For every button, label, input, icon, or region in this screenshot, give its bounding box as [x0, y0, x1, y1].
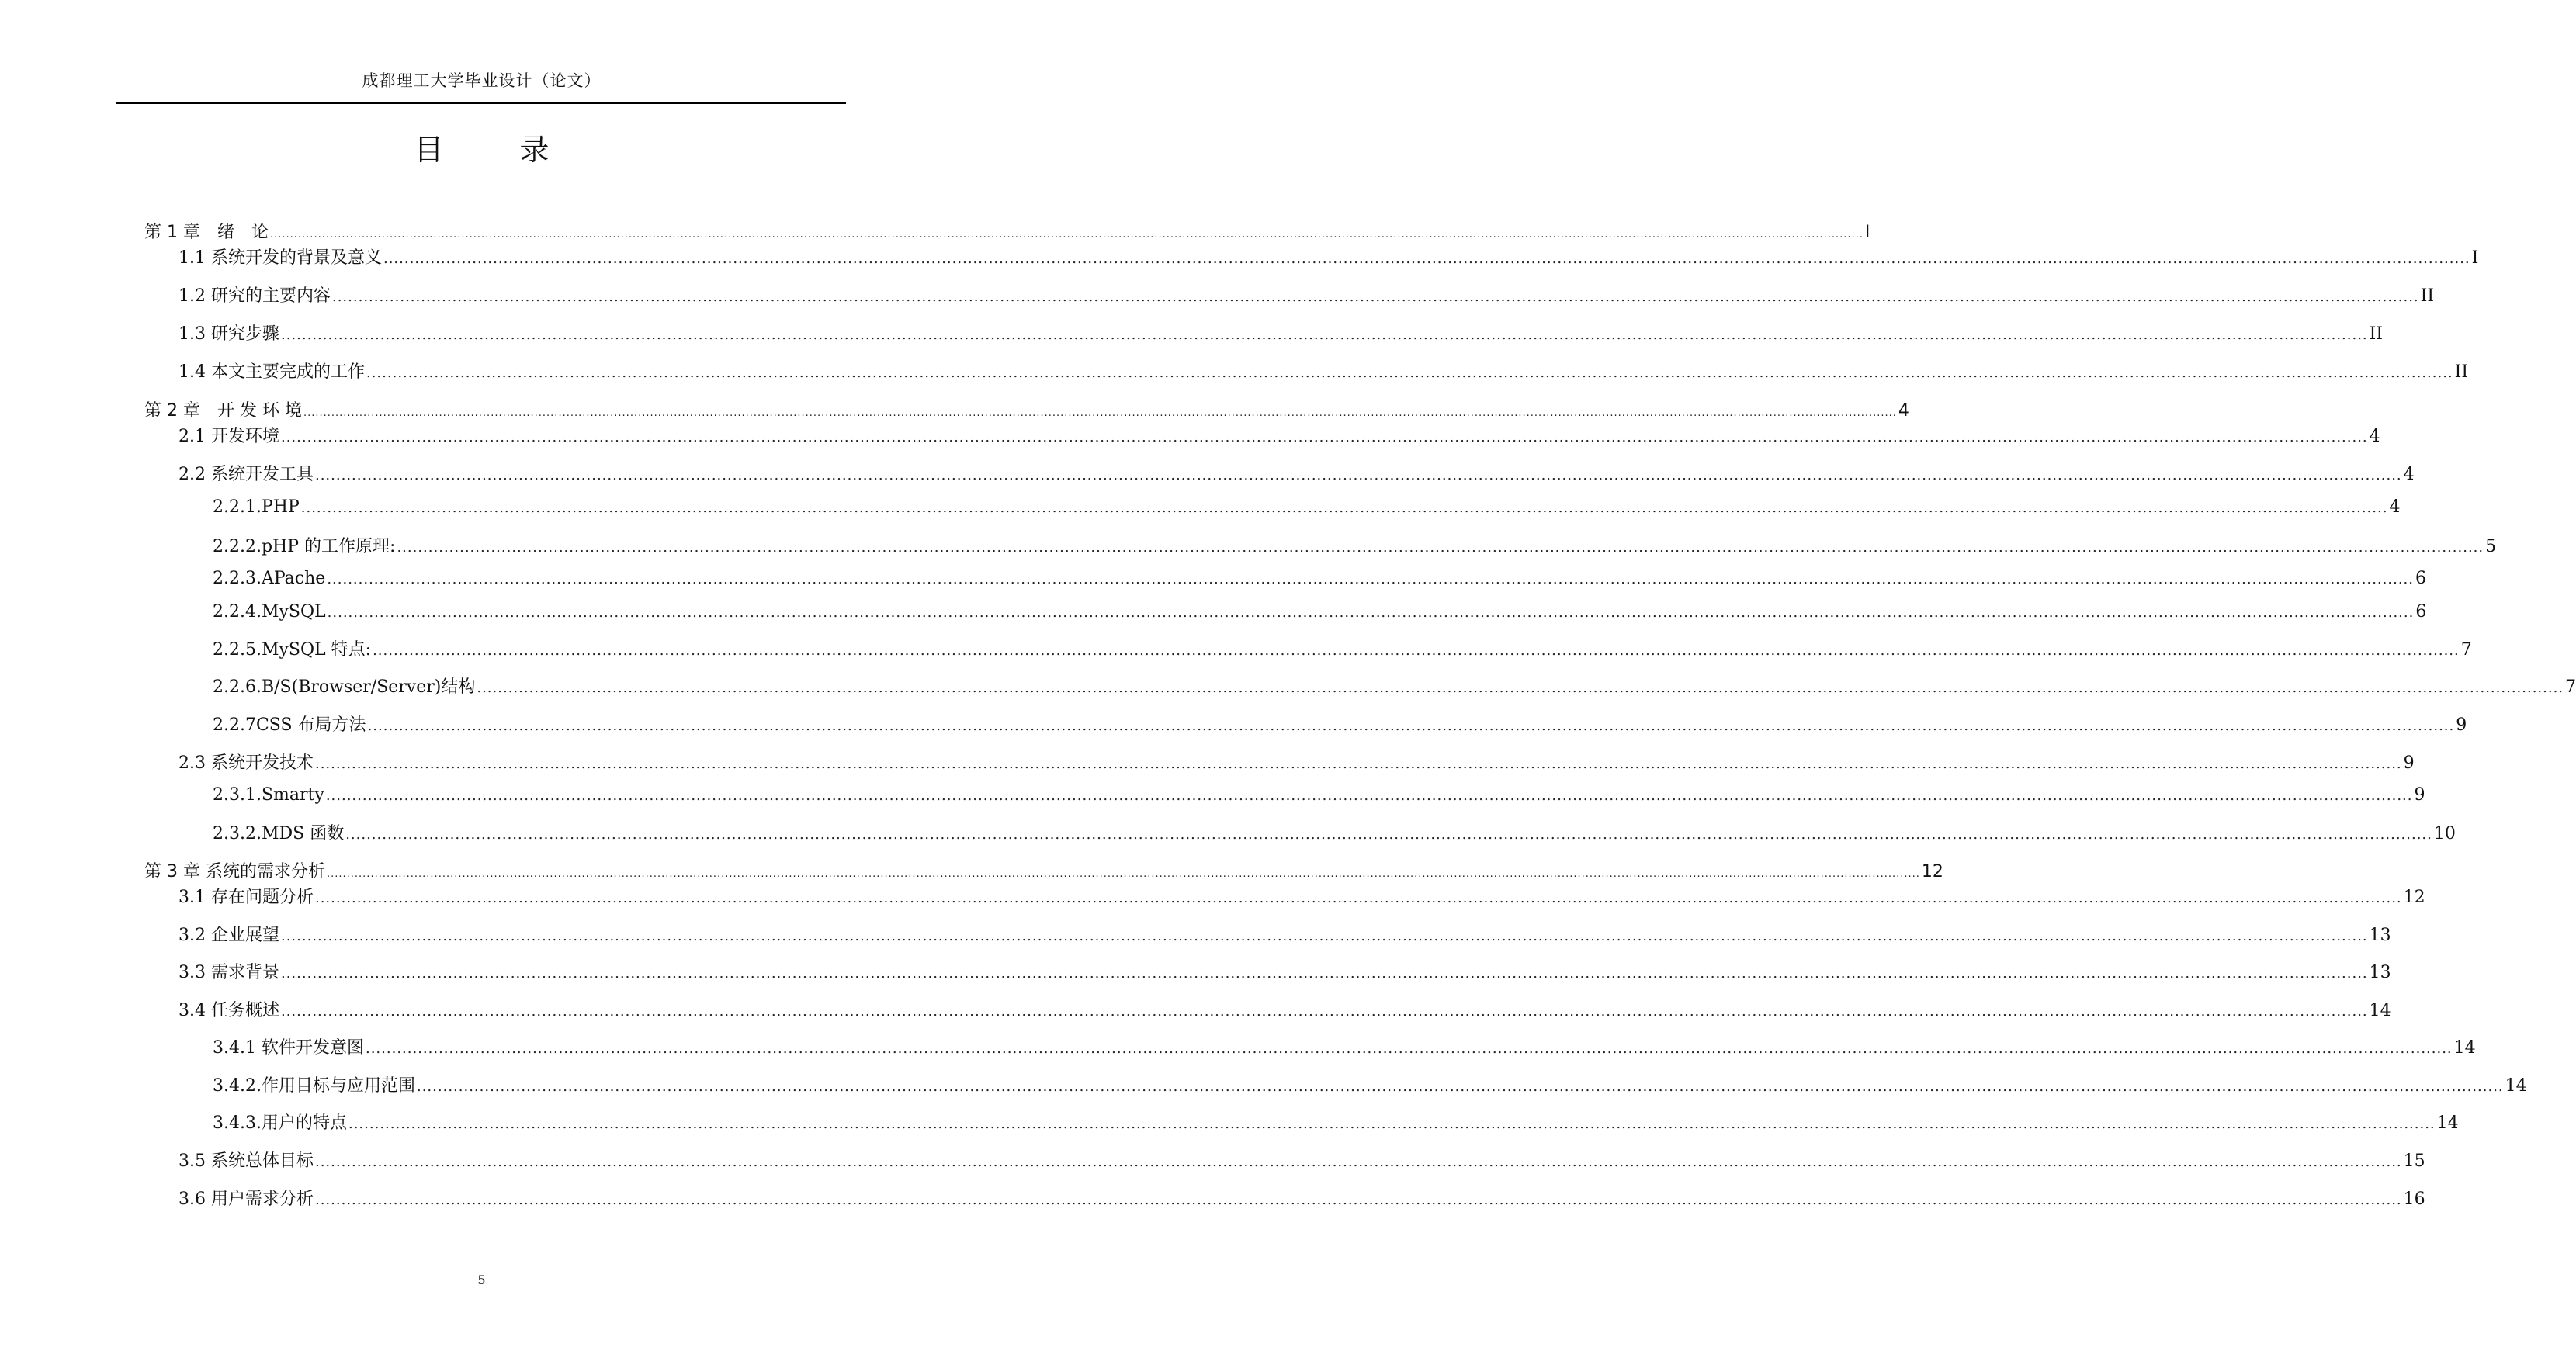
toc-entry-page: 14	[2453, 1038, 2476, 1058]
toc-section-entry[interactable]	[179, 1148, 2425, 1172]
toc-leader-dots: ................................................................................................................................................................................................................................................................................................................................................................................................................	[383, 251, 2470, 267]
toc-entry-label: 3.4.3.用户的特点	[213, 1113, 347, 1133]
toc-chapter-entry[interactable]	[144, 219, 1870, 243]
toc-entry-label: 2.2.5.MySQL 特点:	[213, 640, 372, 660]
toc-section-entry[interactable]	[179, 423, 2380, 447]
toc-entry-label: 2.2.7CSS 布局方法	[213, 715, 366, 735]
toc-entry-label: 3.4.2.作用目标与应用范围	[213, 1076, 415, 1096]
toc-leader-dots: ................................................................................................................................................................................................................................................................................................................................................................................................................	[314, 467, 2402, 483]
toc-entry-label: 2.2.3.APache	[213, 569, 326, 588]
toc-entry-page: II	[2454, 362, 2469, 382]
toc-entry-label: 2.2 系统开发工具	[179, 465, 314, 484]
toc-section-entry[interactable]	[213, 712, 2467, 736]
toc-entry-label: 1.3 研究步骤	[179, 324, 279, 344]
toc-leader-dots: ................................................................................................................................................................................................................................................................................................................................................................................................................	[269, 229, 1864, 241]
toc-entry-label: 2.1 开发环境	[179, 427, 279, 446]
toc-entry-label: 1.4 本文主要完成的工作	[179, 362, 365, 382]
toc-leader-dots: ................................................................................................................................................................................................................................................................................................................................................................................................................	[314, 1154, 2402, 1170]
toc-leader-dots: ................................................................................................................................................................................................................................................................................................................................................................................................................	[327, 604, 2415, 621]
toc-leader-dots: ................................................................................................................................................................................................................................................................................................................................................................................................................	[348, 1116, 2436, 1132]
toc-leader-dots: ................................................................................................................................................................................................................................................................................................................................................................................................................	[280, 327, 2368, 343]
toc-entry-page: I	[2471, 248, 2479, 268]
toc-entry-label: 2.3.2.MDS 函数	[213, 824, 345, 843]
toc-section-entry[interactable]	[213, 1072, 2527, 1096]
toc-section-entry[interactable]	[179, 997, 2391, 1021]
toc-leader-dots: ................................................................................................................................................................................................................................................................................................................................................................................................................	[280, 429, 2368, 445]
toc-entry-page: 10	[2433, 824, 2456, 843]
toc-leader-dots: ................................................................................................................................................................................................................................................................................................................................................................................................................	[366, 365, 2453, 381]
toc-entry-page: I	[1864, 223, 1870, 242]
toc-section-entry[interactable]	[179, 959, 2391, 983]
toc-entry-page: 4	[2369, 427, 2380, 446]
toc-entry-page: 5	[2485, 537, 2497, 556]
toc-entry-label: 2.2.4.MySQL	[213, 602, 326, 622]
toc-entry-label: 3.4.1 软件开发意图	[213, 1038, 364, 1058]
toc-section-entry[interactable]	[213, 820, 2456, 844]
toc-entry-page: 14	[2505, 1076, 2527, 1096]
toc-entry-label: 2.2.2.pHP 的工作原理:	[213, 537, 396, 556]
toc-leader-dots: ................................................................................................................................................................................................................................................................................................................................................................................................................	[331, 289, 2419, 305]
toc-section-entry[interactable]	[179, 750, 2415, 774]
toc-leader-dots: ................................................................................................................................................................................................................................................................................................................................................................................................................	[416, 1079, 2504, 1095]
toc-entry-page: 14	[2369, 1001, 2391, 1020]
toc-leader-dots: ................................................................................................................................................................................................................................................................................................................................................................................................................	[325, 788, 2413, 804]
toc-chapter-entry[interactable]	[144, 858, 1943, 882]
toc-section-entry[interactable]	[179, 244, 2479, 268]
toc-leader-dots: ................................................................................................................................................................................................................................................................................................................................................................................................................	[327, 571, 2414, 587]
header-rule	[116, 102, 846, 104]
running-header: 成都理工大学毕业设计（论文）	[362, 71, 602, 90]
toc-entry-page: 13	[2369, 926, 2391, 945]
toc-section-entry[interactable]	[179, 282, 2435, 306]
toc-entry-page: II	[2369, 324, 2384, 344]
toc-entry-page: 12	[1921, 862, 1943, 881]
toc-leader-dots: ................................................................................................................................................................................................................................................................................................................................................................................................................	[280, 965, 2368, 982]
toc-section-entry[interactable]	[213, 569, 2426, 588]
toc-leader-dots: ................................................................................................................................................................................................................................................................................................................................................................................................................	[303, 407, 1897, 419]
toc-section-entry[interactable]	[213, 533, 2497, 557]
toc-leader-dots: ................................................................................................................................................................................................................................................................................................................................................................................................................	[365, 1041, 2453, 1057]
toc-entry-label: 3.3 需求背景	[179, 963, 279, 982]
toc-entry-page: 13	[2369, 963, 2391, 982]
toc-leader-dots: ................................................................................................................................................................................................................................................................................................................................................................................................................	[373, 642, 2460, 659]
toc-section-entry[interactable]	[179, 884, 2425, 908]
toc-entry-page: 15	[2403, 1151, 2425, 1171]
toc-entry-page: 4	[1898, 401, 1909, 421]
toc-entry-label: 3.2 企业展望	[179, 926, 279, 945]
toc-entry-page: 4	[2403, 465, 2415, 484]
toc-entry-page: 7	[2565, 677, 2576, 697]
toc-leader-dots: ................................................................................................................................................................................................................................................................................................................................................................................................................	[300, 500, 2388, 516]
toc-entry-page: II	[2420, 286, 2435, 306]
toc-entry-label: 1.1 系统开发的背景及意义	[179, 248, 382, 268]
toc-entry-label: 3.6 用户需求分析	[179, 1190, 314, 1209]
toc-section-entry[interactable]	[179, 1186, 2425, 1210]
toc-section-entry[interactable]	[213, 636, 2472, 660]
toc-entry-label: 第 2 章 开 发 环 境	[144, 401, 302, 421]
toc-section-entry[interactable]	[179, 461, 2415, 485]
toc-section-entry[interactable]	[213, 785, 2425, 805]
toc-leader-dots: ................................................................................................................................................................................................................................................................................................................................................................................................................	[314, 756, 2402, 772]
toc-section-entry[interactable]	[213, 1034, 2476, 1058]
toc-entry-label: 2.3 系统开发技术	[179, 753, 314, 773]
toc-chapter-entry[interactable]	[144, 397, 1909, 421]
toc-leader-dots: ................................................................................................................................................................................................................................................................................................................................................................................................................	[280, 1003, 2368, 1020]
toc-entry-label: 3.1 存在问题分析	[179, 888, 314, 907]
toc-leader-dots: ................................................................................................................................................................................................................................................................................................................................................................................................................	[280, 928, 2368, 944]
toc-entry-label: 2.2.6.B/S(Browser/Server)结构	[213, 677, 476, 697]
page-number: 5	[477, 1273, 486, 1287]
toc-leader-dots: ................................................................................................................................................................................................................................................................................................................................................................................................................	[367, 718, 2455, 734]
toc-entry-page: 14	[2436, 1113, 2459, 1133]
toc-entry-label: 2.3.1.Smarty	[213, 785, 324, 805]
toc-entry-label: 3.5 系统总体目标	[179, 1151, 314, 1171]
toc-entry-page: 7	[2460, 640, 2472, 660]
toc-section-entry[interactable]	[213, 674, 2576, 698]
toc-section-entry[interactable]	[213, 602, 2427, 622]
toc-entry-page: 9	[2414, 785, 2425, 805]
toc-entry-page: 12	[2403, 888, 2425, 907]
toc-entry-page: 16	[2403, 1190, 2425, 1209]
toc-entry-label: 第 3 章 系统的需求分析	[144, 862, 325, 881]
toc-leader-dots: ................................................................................................................................................................................................................................................................................................................................................................................................................	[314, 890, 2402, 906]
toc-section-entry[interactable]	[213, 497, 2401, 517]
toc-entry-label: 3.4 任务概述	[179, 1001, 279, 1020]
toc-leader-dots: ................................................................................................................................................................................................................................................................................................................................................................................................................	[345, 826, 2432, 843]
toc-leader-dots: ................................................................................................................................................................................................................................................................................................................................................................................................................	[397, 539, 2484, 556]
toc-leader-dots: ................................................................................................................................................................................................................................................................................................................................................................................................................	[314, 1192, 2402, 1208]
toc-title: 目 录	[414, 133, 573, 167]
toc-section-entry[interactable]	[179, 358, 2469, 383]
toc-section-entry[interactable]	[179, 922, 2391, 946]
toc-section-entry[interactable]	[213, 1110, 2459, 1134]
toc-entry-page: 9	[2456, 715, 2467, 735]
toc-entry-page: 6	[2415, 602, 2427, 622]
toc-entry-label: 2.2.1.PHP	[213, 497, 300, 517]
toc-entry-page: 9	[2403, 753, 2415, 773]
toc-entry-page: 6	[2415, 569, 2426, 588]
toc-leader-dots: ................................................................................................................................................................................................................................................................................................................................................................................................................	[326, 868, 1920, 880]
toc-leader-dots: ................................................................................................................................................................................................................................................................................................................................................................................................................	[477, 680, 2564, 696]
toc-entry-label: 1.2 研究的主要内容	[179, 286, 331, 306]
toc-section-entry[interactable]	[179, 320, 2384, 345]
toc-entry-page: 4	[2389, 497, 2401, 517]
toc-entry-label: 第 1 章 绪 论	[144, 223, 269, 242]
